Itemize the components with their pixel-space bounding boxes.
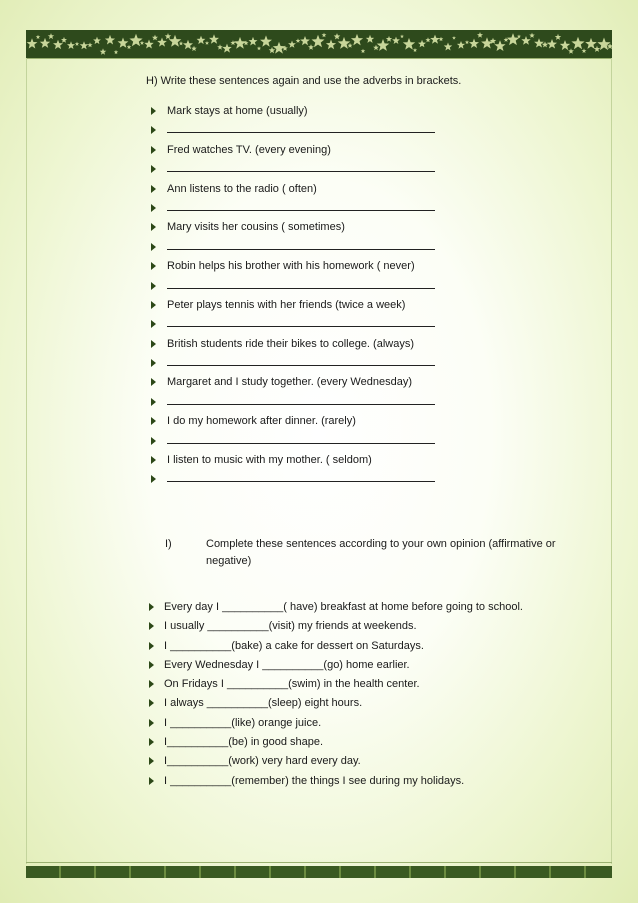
right-triangle-bullet-icon — [151, 475, 156, 483]
right-triangle-bullet-icon — [151, 243, 156, 251]
right-triangle-bullet-icon — [151, 223, 156, 231]
exercise-text: I always __________(sleep) eight hours. — [164, 697, 363, 710]
sentence-text: British students ride their bikes to college. (always) — [167, 337, 414, 350]
answer-blank[interactable] — [167, 470, 435, 482]
right-triangle-bullet-icon — [151, 185, 156, 193]
exercise-i-item — [146, 656, 523, 675]
exercise-h-sentence — [148, 102, 435, 121]
answer-blank[interactable] — [167, 238, 435, 250]
answer-line[interactable] — [148, 354, 435, 373]
right-triangle-bullet-icon — [149, 622, 154, 630]
answer-line[interactable] — [148, 199, 435, 218]
right-triangle-bullet-icon — [151, 359, 156, 367]
section-h-list — [148, 102, 435, 490]
right-triangle-bullet-icon — [149, 777, 154, 785]
right-triangle-bullet-icon — [151, 398, 156, 406]
exercise-i-item — [146, 714, 523, 733]
right-triangle-bullet-icon — [149, 757, 154, 765]
exercise-h-sentence — [148, 373, 435, 392]
answer-line[interactable] — [148, 277, 435, 296]
answer-blank[interactable] — [167, 393, 435, 405]
answer-blank[interactable] — [167, 354, 435, 366]
exercise-h-sentence — [148, 141, 435, 160]
sentence-text: Margaret and I study together. (every Wednesday) — [167, 376, 412, 389]
exercise-i-item — [146, 637, 523, 656]
frame-line-bottom — [26, 862, 612, 863]
exercise-i-item — [146, 694, 523, 713]
exercise-text: I __________(bake) a cake for dessert on Saturdays. — [164, 639, 424, 652]
exercise-h-sentence — [148, 257, 435, 276]
exercise-i-item — [146, 617, 523, 636]
answer-blank[interactable] — [167, 160, 435, 172]
answer-line[interactable] — [148, 160, 435, 179]
right-triangle-bullet-icon — [151, 282, 156, 290]
frame-line-left — [26, 58, 27, 864]
right-triangle-bullet-icon — [149, 719, 154, 727]
answer-blank[interactable] — [167, 315, 435, 327]
exercise-h-sentence — [148, 412, 435, 431]
exercise-text: Every day I __________( have) breakfast at home before going to school. — [164, 601, 523, 613]
frame-line-top — [26, 58, 612, 59]
exercise-text: Every Wednesday I __________(go) home earlier. — [164, 658, 410, 671]
right-triangle-bullet-icon — [151, 378, 156, 386]
exercise-i-item — [146, 752, 523, 771]
sentence-text: Robin helps his brother with his homework ( never) — [167, 260, 415, 273]
section-i-number: I) — [165, 538, 172, 550]
exercise-i-item — [146, 733, 523, 752]
exercise-text: I __________(like) orange juice. — [164, 716, 322, 729]
right-triangle-bullet-icon — [149, 603, 154, 611]
right-triangle-bullet-icon — [151, 417, 156, 425]
exercise-h-sentence — [148, 218, 435, 237]
answer-blank[interactable] — [167, 277, 435, 289]
sentence-text: Fred watches TV. (every evening) — [167, 143, 331, 156]
sentence-text: I do my homework after dinner. (rarely) — [167, 415, 356, 428]
right-triangle-bullet-icon — [151, 456, 156, 464]
answer-line[interactable] — [148, 393, 435, 412]
exercise-text: I __________(remember) the things I see during my holidays. — [164, 774, 465, 787]
frame-line-right — [611, 58, 612, 864]
right-triangle-bullet-icon — [151, 340, 156, 348]
answer-blank[interactable] — [167, 121, 435, 133]
exercise-h-sentence — [148, 335, 435, 354]
right-triangle-bullet-icon — [151, 165, 156, 173]
exercise-text: On Fridays I __________(swim) in the health center. — [164, 678, 420, 691]
star-border-top — [26, 30, 612, 58]
right-triangle-bullet-icon — [151, 107, 156, 115]
answer-line[interactable] — [148, 315, 435, 334]
exercise-text: I__________(work) very hard every day. — [164, 755, 361, 768]
exercise-h-sentence — [148, 180, 435, 199]
star-border-icon — [26, 30, 612, 58]
right-triangle-bullet-icon — [151, 204, 156, 212]
sentence-text: Ann listens to the radio ( often) — [167, 182, 317, 195]
right-triangle-bullet-icon — [149, 699, 154, 707]
sentence-text: I listen to music with my mother. ( seldom) — [167, 454, 372, 467]
answer-line[interactable] — [148, 238, 435, 257]
sentence-text: Peter plays tennis with her friends (twice a week) — [167, 298, 406, 311]
right-triangle-bullet-icon — [149, 738, 154, 746]
right-triangle-bullet-icon — [151, 437, 156, 445]
section-i-list — [146, 598, 523, 791]
sentence-text: Mary visits her cousins ( sometimes) — [167, 221, 345, 234]
exercise-text: I__________(be) in good shape. — [164, 736, 324, 749]
right-triangle-bullet-icon — [149, 661, 154, 669]
pattern-border-bottom — [26, 866, 612, 878]
sentence-text: Mark stays at home (usually) — [167, 105, 308, 117]
exercise-i-item — [146, 675, 523, 694]
right-triangle-bullet-icon — [151, 262, 156, 270]
exercise-i-item — [146, 598, 523, 617]
answer-blank[interactable] — [167, 432, 435, 444]
right-triangle-bullet-icon — [151, 126, 156, 134]
section-i-instruction: Complete these sentences according to your own opinion (affirmative or negative) — [206, 538, 556, 567]
exercise-text: I usually __________(visit) my friends at weekends. — [164, 620, 417, 633]
right-triangle-bullet-icon — [151, 301, 156, 309]
right-triangle-bullet-icon — [151, 146, 156, 154]
exercise-h-sentence — [148, 451, 435, 470]
answer-line[interactable] — [148, 432, 435, 451]
answer-line[interactable] — [148, 470, 435, 489]
exercise-i-item — [146, 772, 523, 791]
answer-line[interactable] — [148, 121, 435, 140]
answer-blank[interactable] — [167, 199, 435, 211]
exercise-h-sentence — [148, 296, 435, 315]
right-triangle-bullet-icon — [149, 680, 154, 688]
section-h-title: H) Write these sentences again and use the adverbs in brackets. — [146, 75, 462, 87]
right-triangle-bullet-icon — [149, 642, 154, 650]
right-triangle-bullet-icon — [151, 320, 156, 328]
